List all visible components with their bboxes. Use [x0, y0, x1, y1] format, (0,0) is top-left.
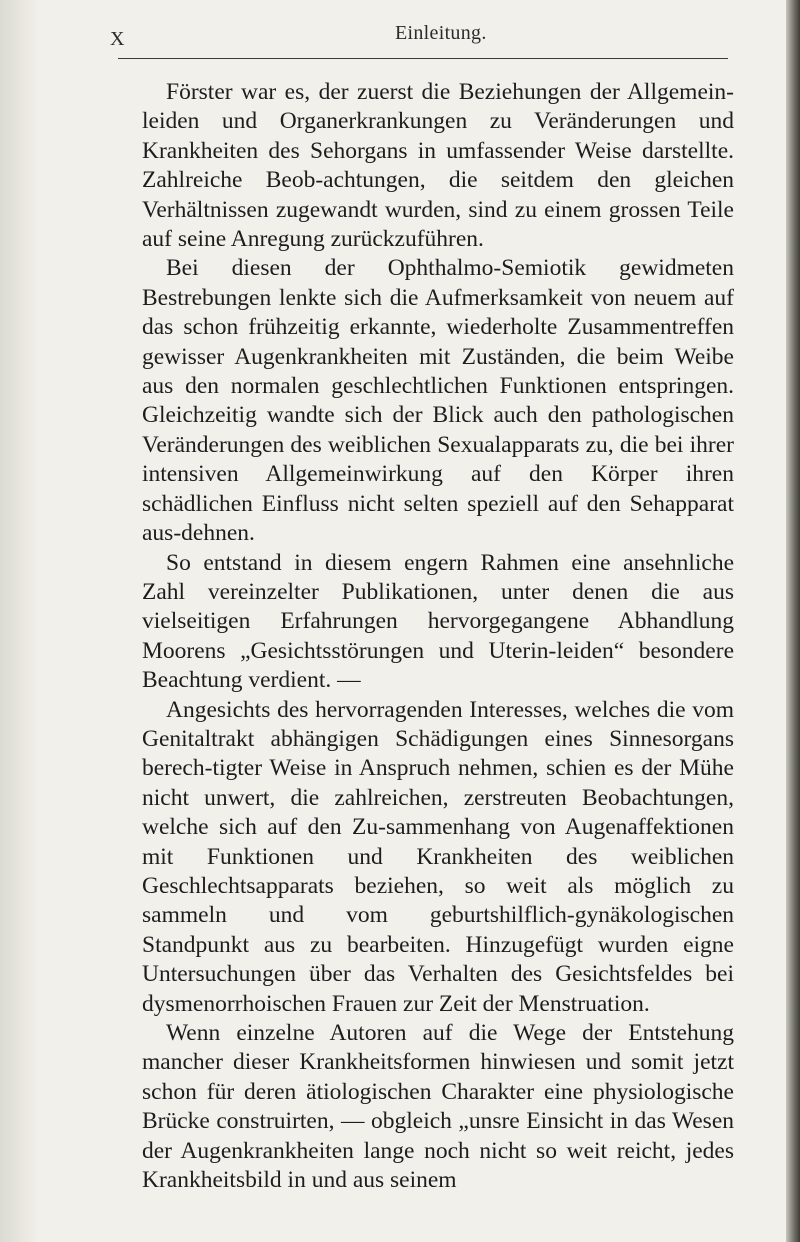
paragraph: Angesichts des hervorragenden Interesses, welches die vom Genitaltrakt abhängigen Schädigungen eines Sinnesorgans berech-tigter Weise in Anspruch nehmen, schien es der Mühe nicht unwert, die zahlreichen, zerstreuten Beobachtungen, welche sich auf den Zu-sammenhang von Augenaffektionen mit Funktionen und Krankheiten des weiblichen Geschlechtsapparats beziehen, so weit als möglich zu sammeln und vom geburtshilflich-gynäkologischen Standpunkt aus zu bearbeiten. Hinzugefügt wurden eigne Untersuchungen über das Verhalten des Gesichtsfeldes bei dysmenorrhoischen Frauen zur Zeit der Menstruation. [142, 696, 734, 1017]
page-header [110, 22, 740, 50]
paragraph: Förster war es, der zuerst die Beziehungen der Allgemein-leiden und Organerkrankungen zu Veränderungen und Krankheiten des Sehorgans in umfassender Weise darstellte. Zahlreiche Beob-achtungen, die seitdem den gleichen Verhältnissen zugewandt wurden, sind zu einem grossen Teile auf seine Anregung zurückzuführen. [142, 79, 734, 253]
header-rule [118, 58, 728, 59]
paragraph: So entstand in diesem engern Rahmen eine ansehnliche Zahl vereinzelter Publikationen, unter denen die aus vielseitigen Erfahrungen hervorgegangene Abhandlung Moorens „Gesichtsstörungen und Uterin-leiden“ besondere Beachtung verdient. — [142, 549, 734, 694]
paragraph: Bei diesen der Ophthalmo-Semiotik gewidmeten Bestrebungen lenkte sich die Aufmerksamkeit von neuem auf das schon frühzeitig erkannte, wiederholte Zusammentreffen gewisser Augenkrankheiten mit Zuständen, die beim Weibe aus den normalen geschlechtlichen Funktionen entspringen. Gleichzeitig wandte sich der Blick auch den pathologischen Veränderungen des weiblichen Sexualapparats zu, die bei ihrer intensiven Allgemeinwirkung auf den Körper ihren schädlichen Einfluss nicht selten speziell auf den Sehapparat aus-dehnen. [142, 255, 734, 547]
page-edge [786, 0, 800, 1242]
body-text [142, 78, 734, 1195]
paragraph: Wenn einzelne Autoren auf die Wege der Entstehung mancher dieser Krankheitsformen hinwiesen und somit jetzt schon für deren ätiologischen Charakter eine physiologische Brücke construirten, — obgleich „unsre Einsicht in das Wesen der Augenkrankheiten lange noch nicht so weit reicht, jedes Krankheitsbild in und aus seinem [142, 1020, 734, 1194]
page-gutter-shadow [0, 0, 40, 1242]
running-head: Einleitung. [395, 22, 487, 44]
page-number: X [110, 28, 125, 50]
